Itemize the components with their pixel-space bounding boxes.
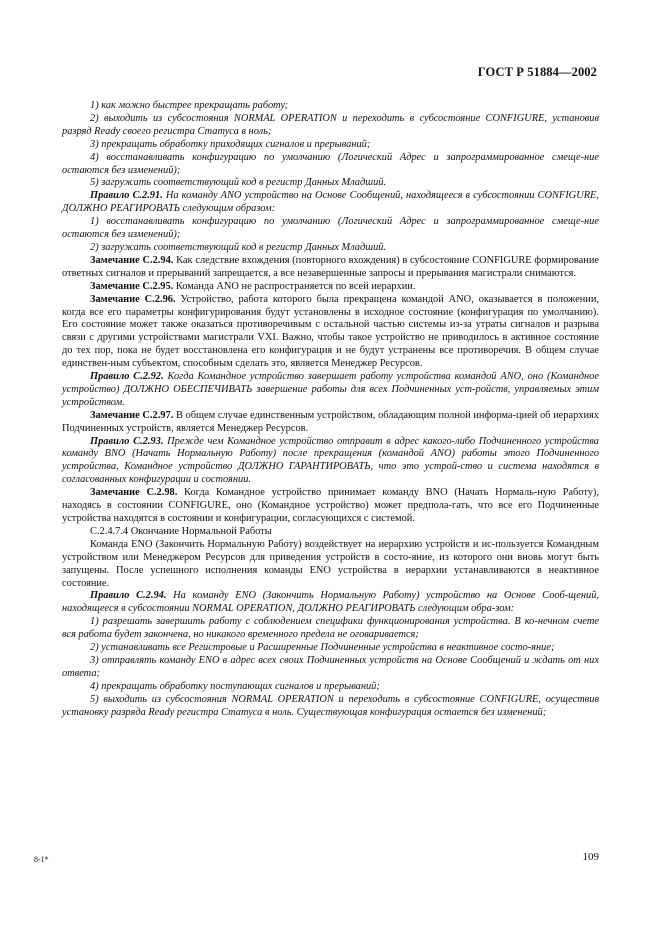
rule-label: Правило С.2.92.: [90, 371, 164, 383]
paragraph: 1) восстанавливать конфигурацию по умолчанию (Логический Адрес и запрограммированное смеще-ние остаются без изменений);: [62, 216, 599, 241]
rule-label: Правило С.2.94.: [90, 590, 167, 602]
paragraph: 2) загружать соответствующий код в регистр Данных Младший.: [90, 241, 387, 253]
note-label: Замечание С.2.96.: [90, 293, 176, 305]
paragraph: 1) как можно быстрее прекращать работу;: [90, 100, 289, 111]
paragraph: 2) выходить из субсостояния NORMAL OPERATION и переходить в субсостояние CONFIGURE, установив разряд Ready своего регистра Статуса в ноль;: [62, 112, 599, 137]
paragraph: 4) прекращать обработку поступающих сигналов и прерываний;: [90, 680, 380, 692]
body-text: [62, 100, 599, 720]
rule-paragraph: Правило С.2.91. На команду ANO устройство на Основе Сообщений, находящееся в субсостоянии CONFIGURE, ДОЛЖНО РЕАГИРОВАТЬ следующим образом:: [62, 190, 599, 215]
standard-designation: ГОСТ Р 51884—2002: [477, 65, 597, 79]
rule-paragraph: Правило С.2.94. На команду ENO (Закончить Нормальную Работу) устройство на Основе Сооб-щений, находящееся в субсостоянии NORMAL OPERATION, ДОЛЖНО РЕАГИРОВАТЬ следующим обра-зом:: [62, 590, 599, 615]
paragraph: 2) устанавливать все Регистровые и Расширенные Подчиненные устройства в неактивное состо-яние;: [90, 642, 555, 654]
rule-label: Правило С.2.91.: [90, 190, 163, 202]
note-label: Замечание С.2.97.: [90, 409, 174, 421]
paragraph: 5) загружать соответствующий код в регистр Данных Младший.: [90, 177, 387, 189]
paragraph: 1) разрешать завершить работу с соблюдением специфики функционирования устройства. В ко-нечном счете вся работа будет закончена, но никакого временного предела не оговаривается;: [62, 616, 599, 641]
note-paragraph: Замечание С.2.96. Устройство, работа которого была прекращена командой ANO, оказывается в положении, когда все его параметры конфигурирования будут установлены в исходное состояние (конфигурация по умолчанию). Его состояние может также оказаться противоречивым с остальной частью системы из-за утраты сигналов и разрыва связи с другими устройствами магистрали VXI. Важно, чтобы такое устройство не приводилось в активное состояние до тех пор, пока не будет восстановлена его конфигурация и не будут устранены все противоречия. В общем случае единствен-ным субъектом, способным сделать это, является Менеджер Ресурсов.: [62, 293, 599, 370]
signature-mark: 8-1*: [34, 855, 49, 864]
page-number: 109: [582, 851, 599, 863]
note-label: Замечание С.2.95.: [90, 280, 174, 292]
section-heading: С.2.4.7.4 Окончание Нормальной Работы: [90, 525, 272, 537]
paragraph: 3) отправлять команду ENO в адрес всех своих Подчиненных устройств на Основе Сообщений и ждать от них ответа;: [62, 654, 599, 679]
paragraph: 3) прекращать обработку приходящих сигналов и прерываний;: [90, 138, 371, 150]
paragraph: 5) выходить из субсостояния NORMAL OPERATION и переходить в субсостояние CONFIGURE, осуществив установку разряда Ready регистра Статуса в ноль. Существующая конфигурация остается без изменений;: [62, 693, 599, 718]
note-label: Замечание С.2.98.: [90, 487, 178, 499]
note-paragraph: Замечание С.2.94. Как следствие вхождения (повторного вхождения) в субсостояние CONFIGURE формирование ответных сигналов и прерываний запрещается, а все незавершенные запросы и прерывания магистрали снимаются.: [62, 254, 600, 279]
note-paragraph: Замечание С.2.97. В общем случае единственным устройством, обладающим полной информа-цией об иерархиях Подчиненных устройств, является Менеджер Ресурсов.: [62, 409, 599, 434]
paragraph: Команда ENO (Закончить Нормальную Работу) воздействует на иерархию устройств и ис-пользуется Командным устройством или Менеджером Ресурсов для приведения устройств в состо-яние, из которого они вновь могут быть запущены. После успешного исполнения команды ENO устройства в иерархии устанавливаются в неактивное состояние.: [62, 538, 599, 589]
rule-label: Правило С.2.93.: [90, 435, 164, 447]
note-paragraph: Замечание С.2.95. Команда ANO не распространяется по всей иерархии.: [90, 280, 416, 292]
rule-paragraph: Правило С.2.93. Прежде чем Командное устройство отправит в адрес какого-либо Подчиненного устройства команду BNO (Начать Нормальную Работу) после прекращения (командой ANO) работы этого Подчиненного устройства, Командное устройство ДОЛЖНО ГАРАНТИРОВАТЬ, что это устрой-ство и система находятся в согласованных конфигурации и состоянии.: [62, 435, 599, 486]
paragraph: 4) восстанавливать конфигурацию по умолчанию (Логический Адрес и запрограммированное смеще-ние остаются без изменений);: [62, 151, 599, 176]
note-label: Замечание С.2.94.: [90, 254, 174, 266]
rule-paragraph: Правило С.2.92. Когда Командное устройство завершает работу устройства командой ANO, оно (Командное устройство) ДОЛЖНО ОБЕСПЕЧИВАТЬ завершение работы для всех Подчиненных уст-ройств, управляемых этим устройством.: [62, 371, 599, 408]
note-paragraph: Замечание С.2.98. Когда Командное устройство принимает команду BNO (Начать Нормаль-ную Работу), находясь в состоянии CONFIGURE, оно (Командное устройство) может предпола-гать, что все его Подчиненные устройства находятся в состоянии и конфигурации, согласующихся с системой.: [62, 487, 599, 524]
